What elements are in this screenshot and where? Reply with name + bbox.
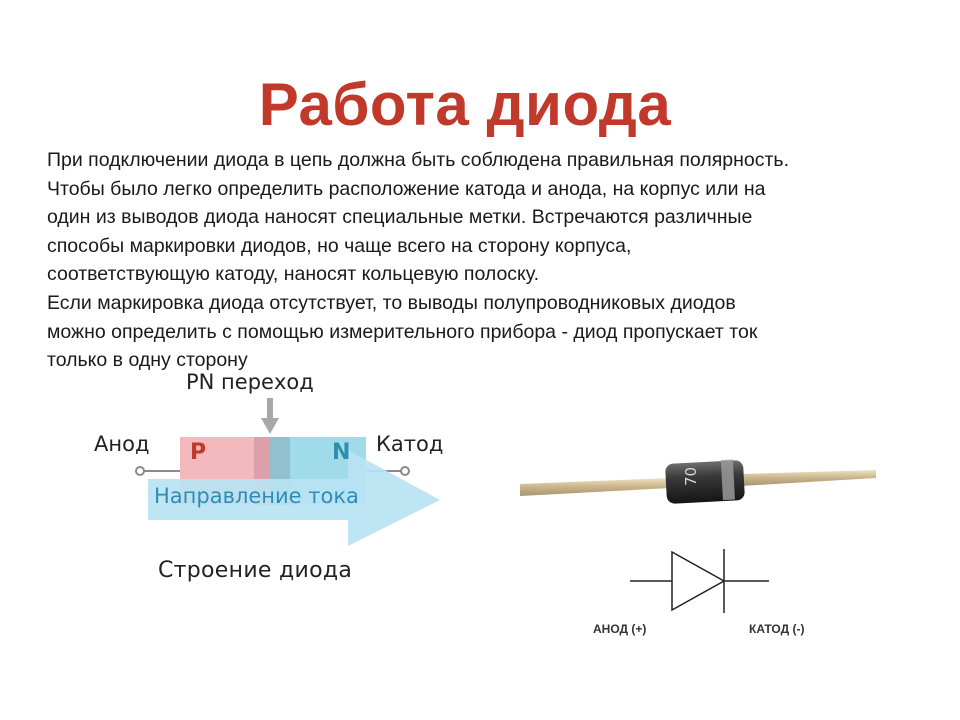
paragraph-line: можно определить с помощью измерительного прибора - диод пропускает ток xyxy=(47,320,758,343)
paragraph-line: соответствующую катоду, наносят кольцевую полоску. xyxy=(47,263,540,286)
pn-junction-label: PN переход xyxy=(186,370,314,394)
anode-label: Анод xyxy=(94,432,150,456)
symbol-cathode-label: КАТОД (-) xyxy=(749,622,805,636)
symbol-triangle xyxy=(672,552,724,610)
paragraph-line: только в одну сторону xyxy=(47,349,248,372)
n-label: N xyxy=(332,440,351,465)
paragraph-line: один из выводов диода наносят специальные метки. Встречаются различные xyxy=(47,206,753,229)
paragraph-line: способы маркировки диодов, но чаще всего на сторону корпуса, xyxy=(47,234,632,257)
paragraph-line: Если маркировка диода отсутствует, то выводы полупроводниковых диодов xyxy=(47,291,736,314)
diode-marking: 70 xyxy=(682,466,700,486)
current-direction-label: Направление тока xyxy=(154,484,359,508)
paragraph-line: Чтобы было легко определить расположение катода и анода, на корпус или на xyxy=(47,177,766,200)
p-label: P xyxy=(190,440,207,465)
page-title: Работа диода xyxy=(258,71,672,138)
paragraph-line: При подключении диода в цепь должна быть соблюдена правильная полярность. xyxy=(47,149,789,171)
cathode-label: Катод xyxy=(376,432,444,456)
symbol-anode-label: АНОД (+) xyxy=(593,622,647,636)
structure-caption: Строение диода xyxy=(158,558,353,583)
